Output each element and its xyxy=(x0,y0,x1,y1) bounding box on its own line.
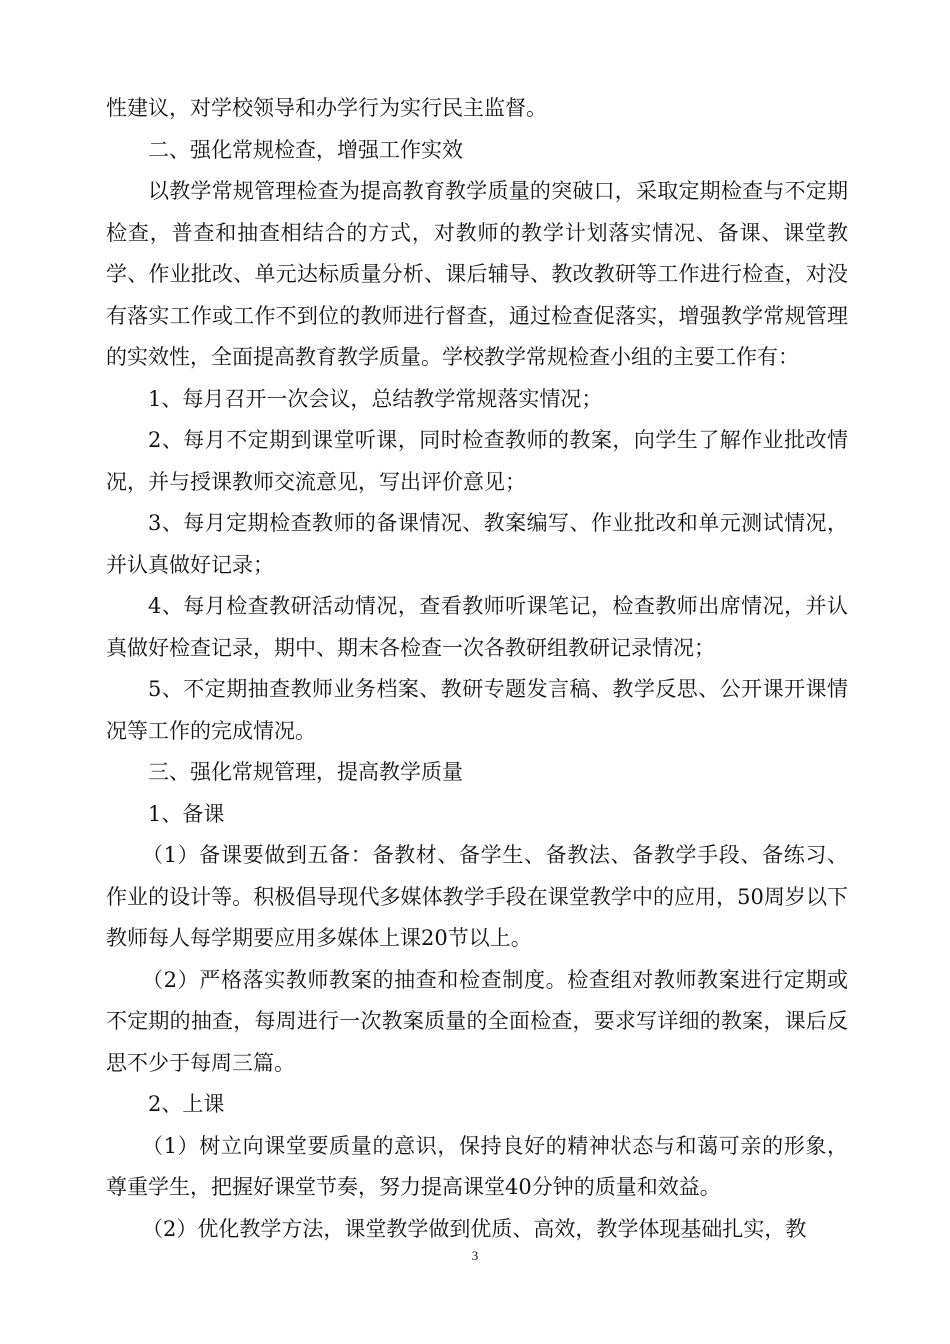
paragraph-teaching-1: （1）树立向课堂要质量的意识，保持良好的精神状态与和蔼可亲的形象，尊重学生，把握好课堂节奏，努力提高课堂40分钟的质量和效益。 xyxy=(106,1133,848,1199)
subheading-lesson-prep: 1、备课 xyxy=(148,801,225,826)
document-body xyxy=(106,88,848,1250)
section-heading-3: 三、强化常规管理，提高教学质量 xyxy=(148,760,463,784)
list-item-3: 3、每月定期检查教师的备课情况、教案编写、作业批改和单元测试情况，并认真做好记录； xyxy=(106,511,848,577)
paragraph-teaching-2: （2）优化教学方法，课堂教学做到优质、高效，教学体现基础扎实，教 xyxy=(142,1216,807,1241)
section-heading-2: 二、强化常规检查，增强工作实效 xyxy=(148,137,463,162)
list-item-4: 4、每月检查教研活动情况，查看教师听课笔记，检查教师出席情况，并认真做好检查记录，期中、期末各检查一次各教研组教研记录情况； xyxy=(106,594,848,660)
subheading-teaching: 2、上课 xyxy=(148,1092,225,1116)
list-item-1: 1、每月召开一次会议，总结教学常规落实情况； xyxy=(148,386,603,411)
list-item-5: 5、不定期抽查教师业务档案、教研专题发言稿、教学反思、公开课开课情况等工作的完成情况。 xyxy=(106,677,848,743)
paragraph-continuation: 性建议，对学校领导和办学行为实行民主监督。 xyxy=(106,96,547,120)
paragraph-inspection-intro: 以教学常规管理检查为提高教育教学质量的突破口，采取定期检查与不定期检查，普查和抽查相结合的方式，对教师的教学计划落实情况、备课、课堂教学、作业批改、单元达标质量分析、课后辅导、教改教研等工作进行检查，对没有落实工作或工作不到位的教师进行督查，通过检查促落实，增强教学常规管理的实效性，全面提高教育教学质量。学校教学常规检查小组的主要工作有： xyxy=(106,179,848,369)
paragraph-prep-2: （2）严格落实教师教案的抽查和检查制度。检查组对教师教案进行定期或不定期的抽查，每周进行一次教案质量的全面检查，要求写详细的教案，课后反思不少于每周三篇。 xyxy=(106,967,848,1075)
paragraph-prep-1: （1）备课要做到五备：备教材、备学生、备教法、备教学手段、备练习、作业的设计等。积极倡导现代多媒体教学手段在课堂教学中的应用，50周岁以下教师每人每学期要应用多媒体上课20节以上。 xyxy=(106,843,848,950)
list-item-2: 2、每月不定期到课堂听课，同时检查教师的教案，向学生了解作业批改情况，并与授课教师交流意见，写出评价意见； xyxy=(106,428,848,494)
page-number: 3 xyxy=(471,1248,479,1263)
